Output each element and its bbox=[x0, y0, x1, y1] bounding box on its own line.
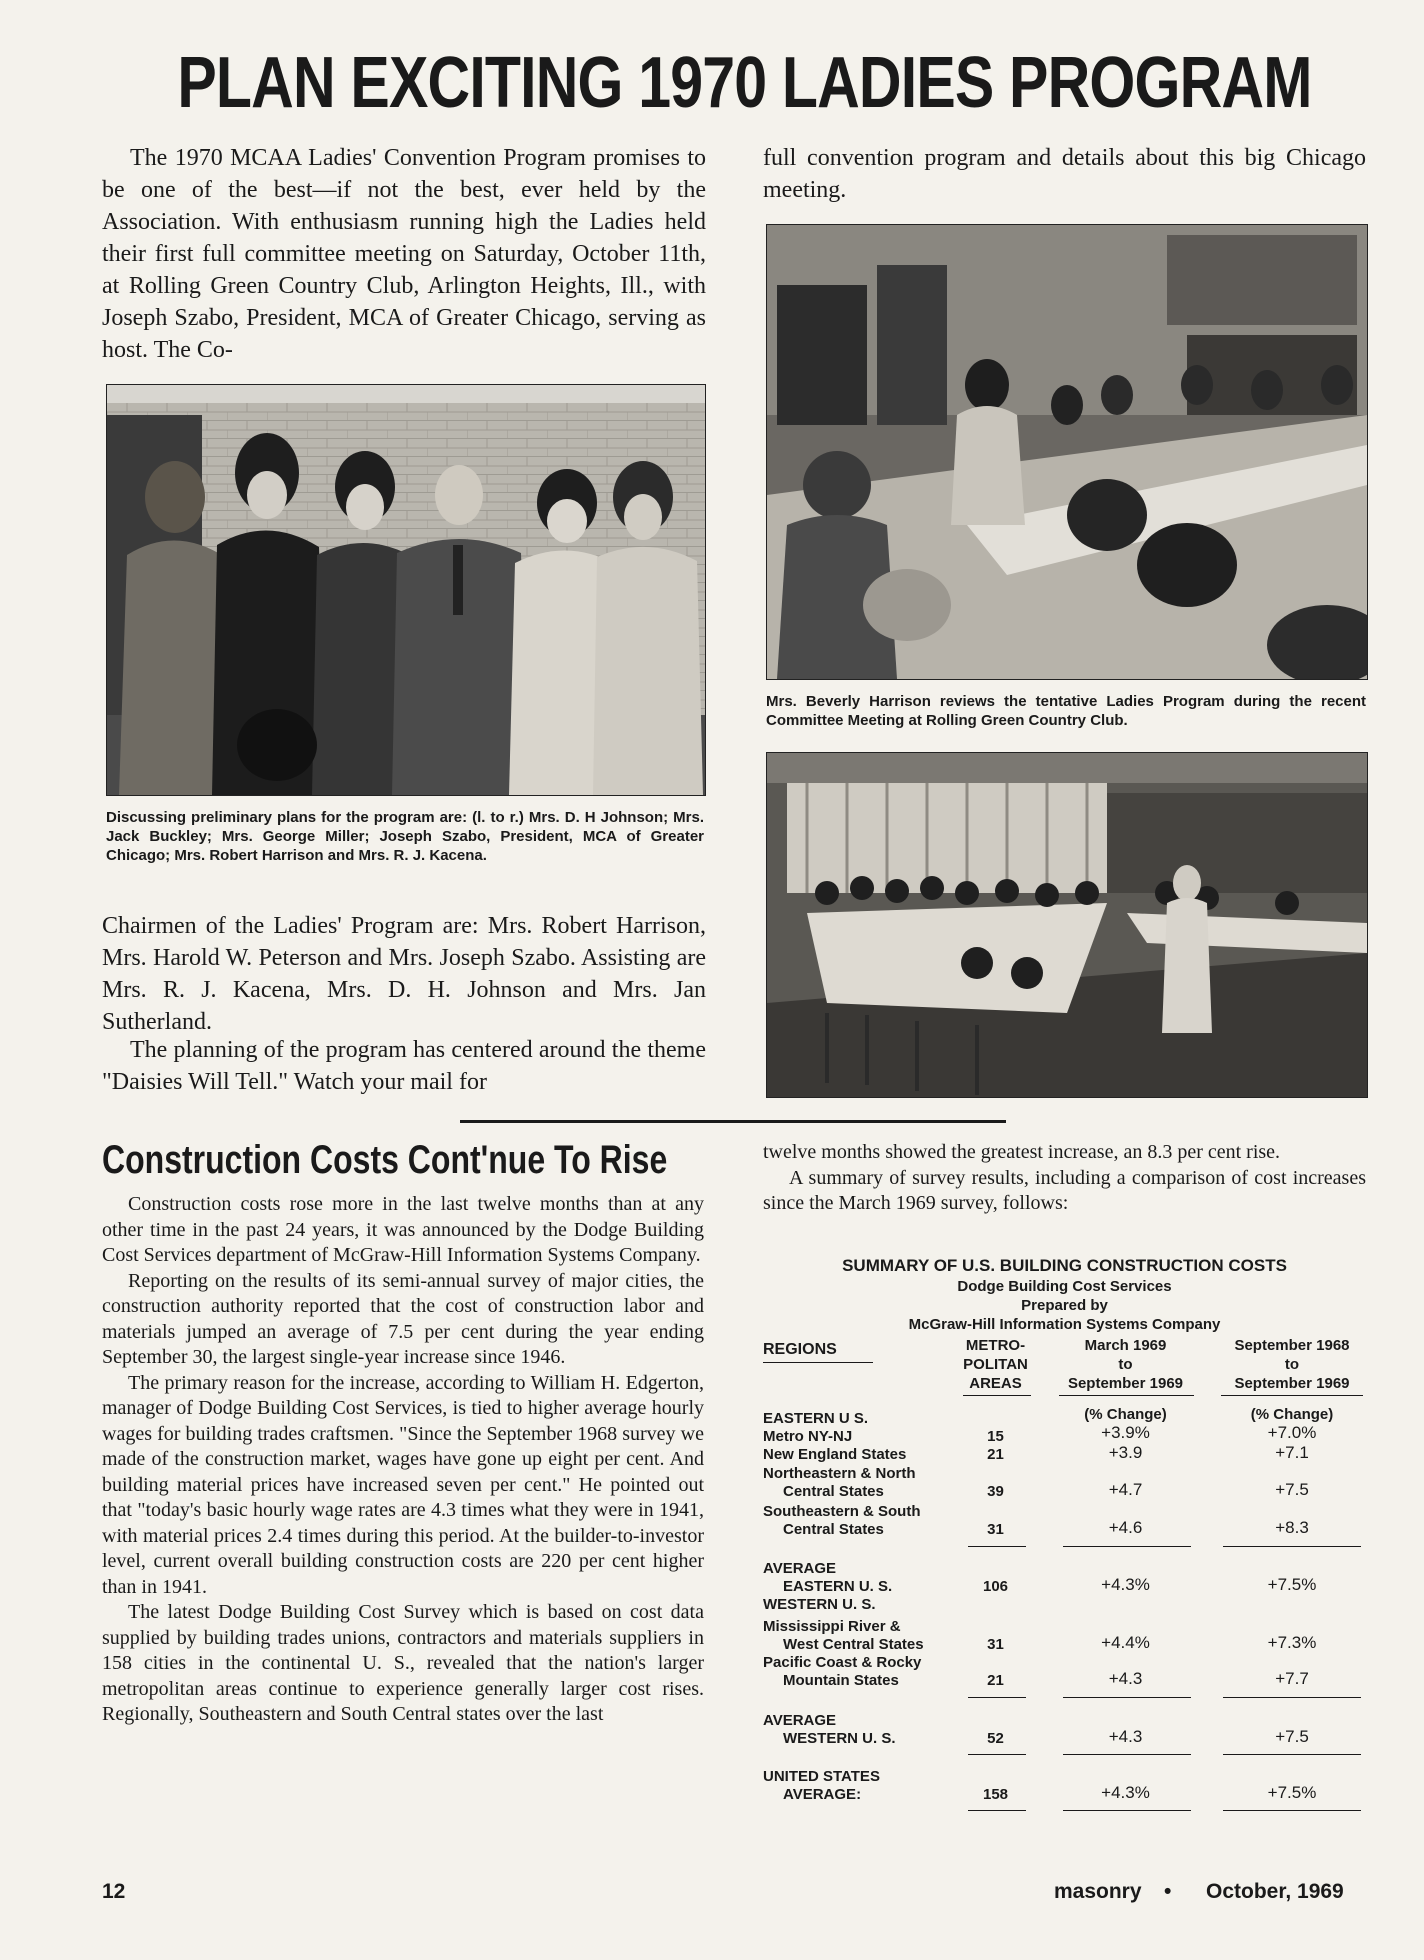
region-label: Metro NY-NJ bbox=[763, 1428, 853, 1445]
september-change: +7.7 bbox=[1275, 1669, 1309, 1688]
september-change: +7.5 bbox=[1275, 1727, 1309, 1746]
march-change: +4.3% bbox=[1101, 1575, 1150, 1594]
march-change: +4.7 bbox=[1108, 1480, 1143, 1499]
march-change: +3.9 bbox=[1108, 1443, 1143, 1462]
ladies-intro-continuation: full convention program and details about this big Chicago meeting. bbox=[763, 145, 1366, 203]
table-title: SUMMARY OF U.S. BUILDING CONSTRUCTION COSTS bbox=[842, 1256, 1287, 1275]
march-change: +3.9% bbox=[1101, 1423, 1150, 1442]
footer-bullet: • bbox=[1164, 1880, 1172, 1903]
metro-count: 31 bbox=[987, 1636, 1004, 1653]
column-header-regions: REGIONS bbox=[763, 1341, 837, 1358]
september-change: +7.1 bbox=[1275, 1443, 1309, 1462]
march-change: +4.4% bbox=[1101, 1633, 1150, 1652]
table-subtitle: McGraw-Hill Information Systems Company bbox=[908, 1316, 1221, 1333]
march-change: +4.6 bbox=[1108, 1518, 1143, 1537]
section-divider bbox=[460, 1120, 1006, 1123]
page-number: 12 bbox=[102, 1880, 126, 1903]
article-paragraph: The latest Dodge Building Cost Survey which is based on cost data supplied by building trades unions, contractors and materials suppliers in 158 cities in the continental U. S., revealed that the nation's larger metropolitan areas continue to experience generally larger cost rises. Regionally, Southeastern and South Central states over the last bbox=[102, 1601, 704, 1725]
metro-count: 158 bbox=[982, 1786, 1009, 1803]
metro-count: 21 bbox=[987, 1672, 1004, 1689]
september-change: +7.5% bbox=[1267, 1783, 1317, 1802]
march-change: +4.3 bbox=[1108, 1727, 1143, 1746]
september-change: +7.0% bbox=[1267, 1423, 1317, 1442]
footer-magazine-name: masonry bbox=[1054, 1880, 1142, 1903]
article-left-column bbox=[102, 1192, 704, 1728]
photo-harrison-review bbox=[766, 224, 1368, 680]
metro-count: 39 bbox=[987, 1483, 1004, 1500]
region-label: Central States bbox=[783, 1521, 884, 1538]
page-headline: PLAN EXCITING 1970 LADIES PROGRAM bbox=[177, 43, 1312, 123]
metro-count: 106 bbox=[982, 1578, 1009, 1595]
september-change: +8.3 bbox=[1275, 1518, 1309, 1537]
article-paragraph: The primary reason for the increase, according to William H. Edgerton, manager of Dodge Building Cost Services, is tied to higher average hourly wages for building trades craftsmen. "Since the September 1968 survey we made of the construction market, wages have gone up eight per cent. And building material prices have increased seven per cent." He pointed out that "today's basic hourly wage rates are 4.3 times what they were in 1941, with material prices 2.4 times during this period. At the builder-to-investor level, current overall building construction costs are 220 per cent higher than in 1941. bbox=[102, 1371, 704, 1598]
average-label: AVERAGE bbox=[763, 1560, 837, 1577]
column-header-march: March 1969 to September 1969 bbox=[1067, 1337, 1184, 1392]
photo-committee-group bbox=[106, 384, 706, 796]
cost-summary-table bbox=[763, 1256, 1366, 1856]
region-label: New England States bbox=[763, 1446, 907, 1463]
article-paragraph: A summary of survey results, including a comparison of cost increases since the March 1969 survey, follows: bbox=[763, 1166, 1366, 1214]
region-label: Northeastern & North bbox=[763, 1465, 916, 1482]
region-label: Central States bbox=[783, 1483, 884, 1500]
footer-date: October, 1969 bbox=[1206, 1880, 1344, 1903]
photo2-caption: Mrs. Beverly Harrison reviews the tentative Ladies Program during the recent Committee Meeting at Rolling Green Country Club. bbox=[766, 693, 1366, 729]
photo1-caption: Discussing preliminary plans for the program are: (l. to r.) Mrs. D. H Johnson; Mrs. Jack Buckley; Mrs. George Miller; Joseph Szabo, President, MCA of Greater Chicago; Mrs. Robert Harrison and Mrs. R. J. Kacena. bbox=[106, 809, 704, 864]
unit-label: (% Change) bbox=[1084, 1406, 1167, 1423]
region-group-header: WESTERN U. S. bbox=[763, 1596, 876, 1613]
average-label: WESTERN U. S. bbox=[783, 1730, 896, 1747]
metro-count: 21 bbox=[987, 1446, 1004, 1463]
metro-count: 15 bbox=[987, 1428, 1004, 1445]
ladies-intro-paragraph: The 1970 MCAA Ladies' Convention Program promises to be one of the best—if not the best, ever held by the Association. With enthusiasm running high the Ladies held their first full committee meeting on Saturday, October 11th, at Rolling Green Country Club, Arlington Heights, Ill., with Joseph Szabo, President, MCA of Greater Chicago, serving as host. The Co- bbox=[102, 145, 706, 363]
average-label: UNITED STATES bbox=[763, 1768, 880, 1785]
september-change: +7.3% bbox=[1267, 1633, 1317, 1652]
unit-label: (% Change) bbox=[1250, 1406, 1334, 1423]
article-right-column bbox=[763, 1140, 1366, 1217]
article-title: Construction Costs Cont'nue To Rise bbox=[102, 1138, 668, 1182]
region-label: Pacific Coast & Rocky bbox=[763, 1654, 922, 1671]
metro-count: 52 bbox=[987, 1730, 1004, 1747]
september-change: +7.5% bbox=[1267, 1575, 1317, 1594]
september-change: +7.5 bbox=[1275, 1480, 1309, 1499]
region-label: Mountain States bbox=[783, 1672, 899, 1689]
column-header-september: September 1968 to September 1969 bbox=[1234, 1337, 1350, 1392]
region-label: Mississippi River & bbox=[763, 1618, 901, 1635]
march-change: +4.3 bbox=[1108, 1669, 1143, 1688]
region-label: West Central States bbox=[783, 1636, 924, 1653]
article-paragraph: Reporting on the results of its semi-annual survey of major cities, the construction authority reported that the cost of construction labor and materials jumped an average of 7.5 per cent during the year ending September 30, the largest single-year increase since 1946. bbox=[102, 1269, 704, 1368]
average-label: EASTERN U. S. bbox=[783, 1578, 893, 1595]
march-change: +4.3% bbox=[1101, 1783, 1150, 1802]
photo-dining-room bbox=[766, 752, 1368, 1098]
region-group-header: EASTERN U S. bbox=[763, 1410, 869, 1427]
region-label: Southeastern & South bbox=[763, 1503, 921, 1520]
planning-paragraph: The planning of the program has centered around the theme "Daisies Will Tell." Watch your mail for bbox=[102, 1037, 706, 1095]
table-subtitle: Prepared by bbox=[1021, 1297, 1108, 1314]
article-paragraph: twelve months showed the greatest increase, an 8.3 per cent rise. bbox=[763, 1141, 1281, 1163]
table-subtitle: Dodge Building Cost Services bbox=[957, 1278, 1172, 1295]
article-paragraph: Construction costs rose more in the last twelve months than at any other time in the past 24 years, it was announced by the Dodge Building Cost Services department of McGraw-Hill Information Systems Company. bbox=[102, 1193, 704, 1266]
average-label: AVERAGE bbox=[763, 1712, 837, 1729]
average-label: AVERAGE: bbox=[783, 1786, 862, 1803]
chairmen-paragraph: Chairmen of the Ladies' Program are: Mrs. Robert Harrison, Mrs. Harold W. Peterson and Mrs. Joseph Szabo. Assisting are Mrs. R. J. Kacena, Mrs. D. H. Johnson and Mrs. Jan Sutherland. bbox=[102, 913, 706, 1035]
column-header-metro: METRO- POLITAN AREAS bbox=[963, 1337, 1028, 1392]
metro-count: 31 bbox=[987, 1521, 1004, 1538]
